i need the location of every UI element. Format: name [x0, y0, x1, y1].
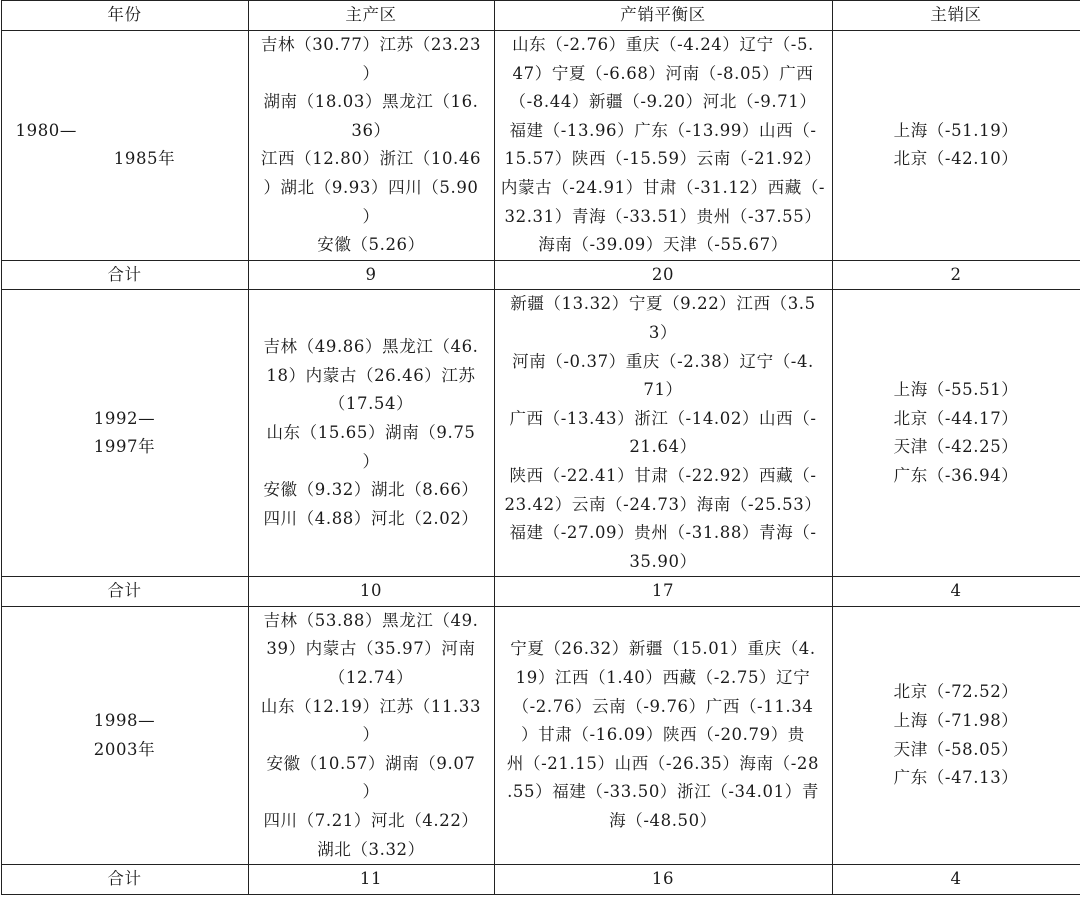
balanced-cell: 山东（-2.76）重庆（-4.24）辽宁（-5. 47）宁夏（-6.68）河南（-8.05）广西 （-8.44）新疆（-9.20）河北（-9.71） 福建（-13.96）广东（-13.99）山西（- 15.57）陕西（-15.59）云南（-21.92） 内蒙古（-24.91）甘肃（-31.12）西藏（- 32.31）青海（-33.51）贵州（-37.55） 海南（-39.09）天津（-55.67） [494, 31, 832, 261]
period-row-1980 [1, 31, 1080, 261]
period-start: 1998— [93, 710, 156, 730]
period-cell [1, 290, 248, 577]
header-main-production: 主产区 [248, 1, 494, 31]
balanced-cell: 宁夏（26.32）新疆（15.01）重庆（4. 19）江西（1.40）西藏（-2.75）辽宁 （-2.76）云南（-9.76）广西（-11.34 ）甘肃（-16.09）陕西（-20.79）贵 州（-21.15）山西（-26.35）海南（-28 .55）福建（-33.50）浙江（-34.01）青 海（-48.50） [494, 606, 832, 864]
total-balanced: 20 [494, 260, 832, 290]
main-sales-cell: 上海（-51.19） 北京（-42.10） [832, 31, 1080, 261]
total-row [1, 260, 1080, 290]
period-start: 1992— [93, 408, 156, 428]
main-sales-cell: 上海（-55.51） 北京（-44.17） 天津（-42.25） 广东（-36.94） [832, 290, 1080, 577]
total-label: 合计 [1, 577, 248, 607]
total-main-production: 9 [248, 260, 494, 290]
period-cell [1, 31, 248, 261]
main-sales-cell: 北京（-72.52） 上海（-71.98） 天津（-58.05） 广东（-47.13） [832, 606, 1080, 864]
total-main-sales: 4 [832, 577, 1080, 607]
total-main-production: 11 [248, 865, 494, 895]
total-main-sales: 4 [832, 865, 1080, 895]
main-production-cell: 吉林（49.86）黑龙江（46. 18）内蒙古（26.46）江苏 （17.54） 山东（15.65）湖南（9.75 ） 安徽（9.32）湖北（8.66） 四川（4.88）河北（2.02） [248, 290, 494, 577]
period-end: 2003年 [93, 739, 156, 759]
period-end: 1997年 [93, 437, 156, 457]
main-production-cell: 吉林（53.88）黑龙江（49. 39）内蒙古（35.97）河南 （12.74） 山东（12.19）江苏（11.33 ） 安徽（10.57）湖南（9.07 ） 四川（7.21）河北（4.22） 湖北（3.32） [248, 606, 494, 864]
balanced-cell: 新疆（13.32）宁夏（9.22）江西（3.5 3） 河南（-0.37）重庆（-2.38）辽宁（-4. 71） 广西（-13.43）浙江（-14.02）山西（- 21.64） 陕西（-22.41）甘肃（-22.92）西藏（- 23.42）云南（-24.73）海南（-25.53） 福建（-27.09）贵州（-31.88）青海（- 35.90） [494, 290, 832, 577]
total-row [1, 577, 1080, 607]
total-main-sales: 2 [832, 260, 1080, 290]
total-balanced: 16 [494, 865, 832, 895]
header-year: 年份 [1, 1, 248, 31]
header-balanced: 产销平衡区 [494, 1, 832, 31]
period-row-1992 [1, 290, 1080, 577]
total-main-production: 10 [248, 577, 494, 607]
total-label: 合计 [1, 865, 248, 895]
total-balanced: 17 [494, 577, 832, 607]
total-row [1, 865, 1080, 895]
total-label: 合计 [1, 260, 248, 290]
header-main-sales: 主销区 [832, 1, 1080, 31]
period-cell [1, 606, 248, 864]
period-end: 1985年 [113, 149, 176, 169]
main-production-cell: 吉林（30.77）江苏（23.23 ） 湖南（18.03）黑龙江（16. 36） 江西（12.80）浙江（10.46 ）湖北（9.93）四川（5.90 ） 安徽（5.26） [248, 31, 494, 261]
period-row-1998 [1, 606, 1080, 864]
grain-region-table [1, 0, 1080, 895]
header-row [1, 1, 1080, 31]
period-start: 1980— [15, 120, 77, 140]
